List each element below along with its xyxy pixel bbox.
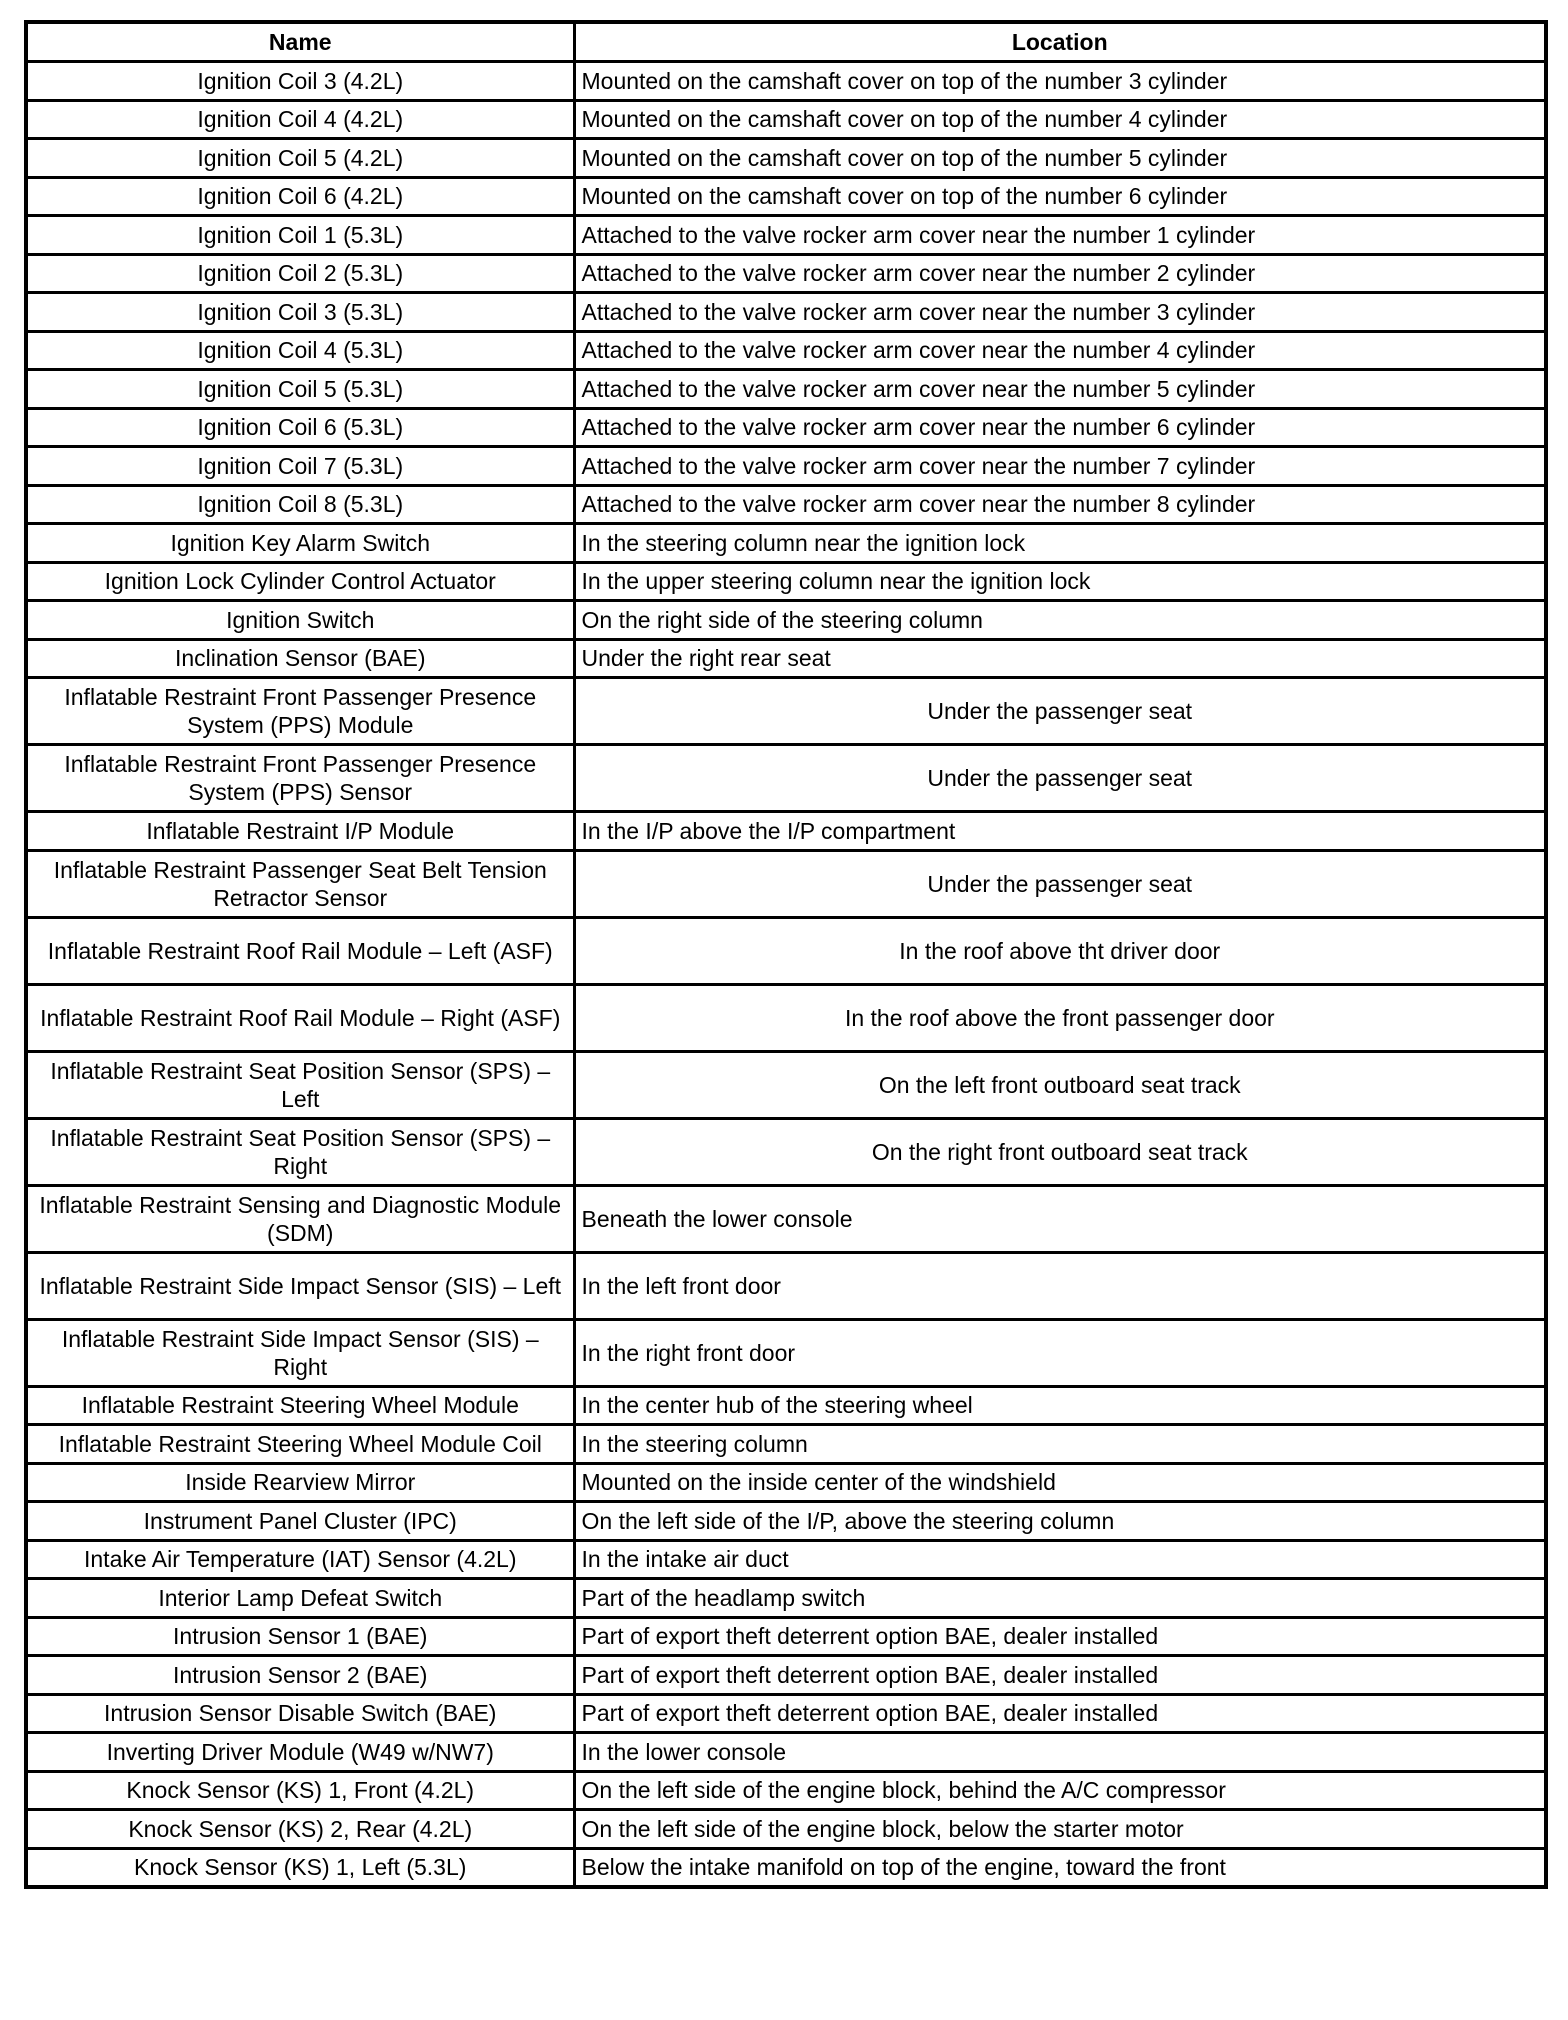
component-name-cell: Interior Lamp Defeat Switch [26,1579,574,1618]
table-row [26,1771,1546,1810]
component-name-cell: Ignition Coil 7 (5.3L) [26,447,574,486]
component-name-cell: Inside Rearview Mirror [26,1463,574,1502]
component-location-cell: Mounted on the camshaft cover on top of the number 5 cylinder [574,139,1546,178]
table-row [26,254,1546,293]
component-name-cell: Inclination Sensor (BAE) [26,639,574,678]
component-location-cell: In the lower console [574,1733,1546,1772]
component-location-cell: Under the passenger seat [574,745,1546,812]
table-row [26,917,1546,984]
component-location-cell: Part of the headlamp switch [574,1579,1546,1618]
component-location-cell: In the steering column [574,1425,1546,1464]
table-row [26,1579,1546,1618]
table-row [26,812,1546,851]
component-name-cell: Intake Air Temperature (IAT) Sensor (4.2L) [26,1540,574,1579]
table-row [26,1319,1546,1386]
component-name-cell: Inflatable Restraint Side Impact Sensor (SIS) – Right [26,1319,574,1386]
component-name-cell: Inflatable Restraint Steering Wheel Module Coil [26,1425,574,1464]
component-location-cell: Attached to the valve rocker arm cover near the number 7 cylinder [574,447,1546,486]
table-row [26,1051,1546,1118]
component-name-cell: Inflatable Restraint Front Passenger Presence System (PPS) Module [26,678,574,745]
component-location-cell: Mounted on the camshaft cover on top of the number 6 cylinder [574,177,1546,216]
component-name-cell: Ignition Coil 2 (5.3L) [26,254,574,293]
table-row [26,984,1546,1051]
table-row [26,601,1546,640]
component-location-cell: In the upper steering column near the ignition lock [574,562,1546,601]
component-name-cell: Ignition Coil 4 (4.2L) [26,100,574,139]
component-name-cell: Intrusion Sensor 2 (BAE) [26,1656,574,1695]
component-location-cell: Attached to the valve rocker arm cover near the number 8 cylinder [574,485,1546,524]
component-location-cell: In the steering column near the ignition lock [574,524,1546,563]
component-name-cell: Inflatable Restraint Sensing and Diagnostic Module (SDM) [26,1185,574,1252]
component-location-cell: Mounted on the camshaft cover on top of the number 3 cylinder [574,62,1546,101]
component-location-cell: In the center hub of the steering wheel [574,1386,1546,1425]
component-name-cell: Ignition Coil 6 (4.2L) [26,177,574,216]
component-location-cell: In the left front door [574,1252,1546,1319]
table-row [26,447,1546,486]
component-location-cell: Below the intake manifold on top of the engine, toward the front [574,1848,1546,1887]
component-location-cell: In the I/P above the I/P compartment [574,812,1546,851]
table-row [26,1463,1546,1502]
component-name-cell: Ignition Coil 1 (5.3L) [26,216,574,255]
table-row [26,850,1546,917]
component-name-cell: Ignition Coil 3 (5.3L) [26,293,574,332]
component-location-cell: Attached to the valve rocker arm cover near the number 2 cylinder [574,254,1546,293]
table-row [26,1425,1546,1464]
table-row [26,745,1546,812]
column-header-name: Name [26,22,574,62]
table-row [26,331,1546,370]
table-row [26,216,1546,255]
component-name-cell: Knock Sensor (KS) 1, Left (5.3L) [26,1848,574,1887]
table-body [26,62,1546,1888]
table-row [26,678,1546,745]
component-name-cell: Ignition Switch [26,601,574,640]
component-name-cell: Inflatable Restraint Roof Rail Module – Left (ASF) [26,917,574,984]
component-location-cell: Attached to the valve rocker arm cover near the number 3 cylinder [574,293,1546,332]
component-location-cell: Under the right rear seat [574,639,1546,678]
component-name-cell: Inverting Driver Module (W49 w/NW7) [26,1733,574,1772]
table-row [26,408,1546,447]
component-location-cell: Part of export theft deterrent option BAE, dealer installed [574,1694,1546,1733]
column-header-location: Location [574,22,1546,62]
table-row [26,62,1546,101]
component-location-cell: Attached to the valve rocker arm cover near the number 6 cylinder [574,408,1546,447]
component-name-cell: Inflatable Restraint Seat Position Sensor (SPS) – Right [26,1118,574,1185]
component-location-cell: In the right front door [574,1319,1546,1386]
component-name-cell: Knock Sensor (KS) 1, Front (4.2L) [26,1771,574,1810]
component-name-cell: Ignition Coil 6 (5.3L) [26,408,574,447]
table-row [26,293,1546,332]
table-row [26,1810,1546,1849]
component-location-table [24,20,1548,1889]
table-row [26,1848,1546,1887]
component-location-cell: Mounted on the camshaft cover on top of the number 4 cylinder [574,100,1546,139]
component-location-cell: Attached to the valve rocker arm cover near the number 1 cylinder [574,216,1546,255]
component-location-cell: On the right side of the steering column [574,601,1546,640]
component-location-cell: On the left front outboard seat track [574,1051,1546,1118]
table-header-row [26,22,1546,62]
component-name-cell: Knock Sensor (KS) 2, Rear (4.2L) [26,1810,574,1849]
component-location-cell: Attached to the valve rocker arm cover near the number 4 cylinder [574,331,1546,370]
table-row [26,100,1546,139]
component-location-cell: On the left side of the I/P, above the steering column [574,1502,1546,1541]
table-row [26,1185,1546,1252]
component-name-cell: Ignition Coil 8 (5.3L) [26,485,574,524]
component-name-cell: Intrusion Sensor 1 (BAE) [26,1617,574,1656]
table-row [26,562,1546,601]
table-row [26,1502,1546,1541]
component-name-cell: Ignition Coil 3 (4.2L) [26,62,574,101]
component-name-cell: Inflatable Restraint I/P Module [26,812,574,851]
table-row [26,1386,1546,1425]
component-name-cell: Inflatable Restraint Steering Wheel Module [26,1386,574,1425]
component-name-cell: Inflatable Restraint Side Impact Sensor (SIS) – Left [26,1252,574,1319]
table-row [26,139,1546,178]
table-row [26,1540,1546,1579]
component-location-cell: In the intake air duct [574,1540,1546,1579]
component-location-cell: On the left side of the engine block, below the starter motor [574,1810,1546,1849]
component-location-cell: Under the passenger seat [574,678,1546,745]
component-location-cell: In the roof above the front passenger door [574,984,1546,1051]
component-name-cell: Intrusion Sensor Disable Switch (BAE) [26,1694,574,1733]
component-name-cell: Inflatable Restraint Seat Position Sensor (SPS) – Left [26,1051,574,1118]
component-location-cell: Mounted on the inside center of the windshield [574,1463,1546,1502]
component-location-cell: On the right front outboard seat track [574,1118,1546,1185]
table-row [26,1617,1546,1656]
component-name-cell: Inflatable Restraint Roof Rail Module – Right (ASF) [26,984,574,1051]
component-location-cell: Part of export theft deterrent option BAE, dealer installed [574,1656,1546,1695]
component-location-cell: In the roof above tht driver door [574,917,1546,984]
table-row [26,485,1546,524]
component-name-cell: Ignition Coil 4 (5.3L) [26,331,574,370]
table-row [26,1252,1546,1319]
table-row [26,1656,1546,1695]
component-location-cell: Beneath the lower console [574,1185,1546,1252]
component-name-cell: Instrument Panel Cluster (IPC) [26,1502,574,1541]
component-location-cell: Attached to the valve rocker arm cover near the number 5 cylinder [574,370,1546,409]
component-name-cell: Ignition Key Alarm Switch [26,524,574,563]
component-location-cell: Under the passenger seat [574,850,1546,917]
component-name-cell: Ignition Coil 5 (4.2L) [26,139,574,178]
component-name-cell: Ignition Coil 5 (5.3L) [26,370,574,409]
table-row [26,370,1546,409]
component-name-cell: Inflatable Restraint Passenger Seat Belt Tension Retractor Sensor [26,850,574,917]
component-name-cell: Ignition Lock Cylinder Control Actuator [26,562,574,601]
table-row [26,1694,1546,1733]
table-row [26,1118,1546,1185]
table-row [26,639,1546,678]
table-row [26,1733,1546,1772]
table-row [26,177,1546,216]
table-row [26,524,1546,563]
component-location-cell: Part of export theft deterrent option BAE, dealer installed [574,1617,1546,1656]
component-name-cell: Inflatable Restraint Front Passenger Presence System (PPS) Sensor [26,745,574,812]
component-location-cell: On the left side of the engine block, behind the A/C compressor [574,1771,1546,1810]
